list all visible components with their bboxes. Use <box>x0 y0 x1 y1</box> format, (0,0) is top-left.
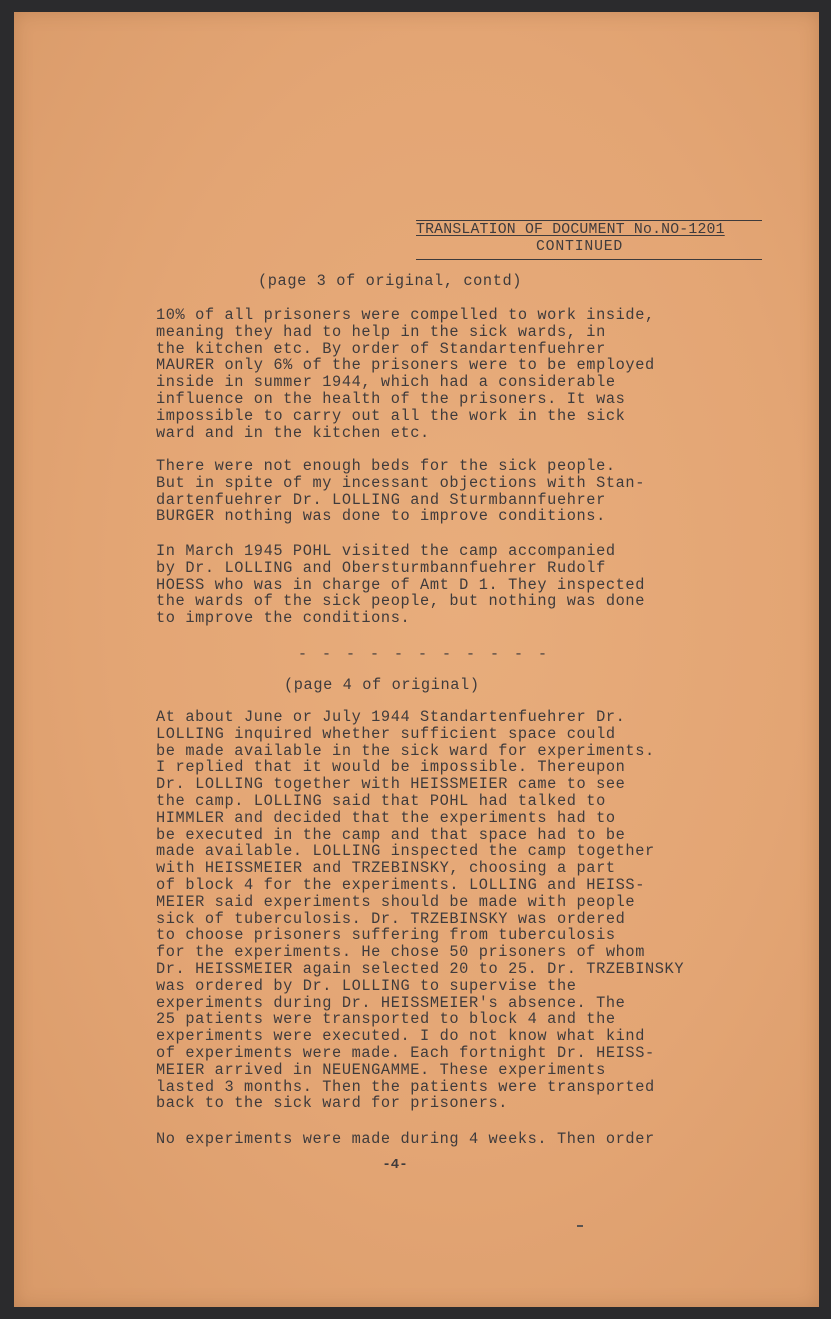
para4-line: MEIER arrived in NEUENGAMME. These experiments <box>156 1060 606 1079</box>
para1-line: influence on the health of the prisoners. It was <box>156 390 626 408</box>
para4-line: MEIER said experiments should be made with people <box>156 892 636 911</box>
para4-line: Dr. HEISSMEIER again selected 20 to 25. Dr. TRZEBINSKY <box>156 960 685 978</box>
para5-line: No experiments were made during 4 weeks. Then order <box>156 1130 655 1148</box>
para2-line: There were not enough beds for the sick people. <box>156 457 616 475</box>
header-bottom-rule <box>416 259 762 260</box>
para4-line: made available. LOLLING inspected the camp together <box>156 842 655 861</box>
para4-line: of experiments were made. Each fortnight Dr. HEISS- <box>156 1044 655 1062</box>
section-heading-page3: (page 3 of original, contd) <box>258 272 523 290</box>
header-top-rule <box>416 220 762 221</box>
para4-line: be executed in the camp and that space had to be <box>156 825 626 844</box>
para3-line: to improve the conditions. <box>156 609 411 628</box>
para1-line: impossible to carry out all the work in the sick <box>156 406 626 425</box>
page-number: -4- <box>382 1157 408 1173</box>
para4-line: the camp. LOLLING said that POHL had talked to <box>156 792 606 810</box>
para4-line: of block 4 for the experiments. LOLLING and HEISS- <box>156 876 645 894</box>
para4-line: to choose prisoners suffering from tuberculosis <box>156 926 616 945</box>
para4-line: HIMMLER and decided that the experiments had to <box>156 808 616 827</box>
para4-line: sick of tuberculosis. Dr. TRZEBINSKY was ordered <box>156 909 626 928</box>
para4-line: be made available in the sick ward for experiments. <box>156 741 655 760</box>
header-title: TRANSLATION OF DOCUMENT No.NO-1201 <box>416 222 725 238</box>
para3-line: by Dr. LOLLING and Obersturmbannfuehrer Rudolf <box>156 558 606 577</box>
para4-line: I replied that it would be impossible. Thereupon <box>156 758 626 777</box>
para1-line: the kitchen etc. By order of Standartenfuehrer <box>156 339 606 358</box>
paper-mark <box>577 1225 583 1227</box>
section-heading-page4: (page 4 of original) <box>284 676 480 694</box>
para4-line: lasted 3 months. Then the patients were transported <box>156 1077 655 1096</box>
para1-line: inside in summer 1944, which had a considerable <box>156 373 616 392</box>
para2-line: BURGER nothing was done to improve conditions. <box>156 507 606 526</box>
para4-line: experiments were executed. I do not know what kind <box>156 1027 645 1046</box>
para3-line: HOESS who was in charge of Amt D 1. They inspected <box>156 575 645 594</box>
para3-line: the wards of the sick people, but nothing was done <box>156 592 645 611</box>
para1-line: ward and in the kitchen etc. <box>156 423 430 442</box>
para3-line: In March 1945 POHL visited the camp accompanied <box>156 542 616 560</box>
para4-line: LOLLING inquired whether sufficient space could <box>156 724 616 743</box>
para4-line: 25 patients were transported to block 4 and the <box>156 1010 616 1029</box>
para1-line: MAURER only 6% of the prisoners were to be employed <box>156 356 655 375</box>
section-separator: - - - - - - - - - - - <box>298 646 551 663</box>
para4-line: experiments during Dr. HEISSMEIER's absence. The <box>156 993 626 1012</box>
header-subtitle: CONTINUED <box>536 239 624 255</box>
para4-line: for the experiments. He chose 50 prisoners of whom <box>156 943 645 962</box>
para1-line: meaning they had to help in the sick wards, in <box>156 322 606 341</box>
para2-line: But in spite of my incessant objections with Stan- <box>156 473 645 492</box>
para4-line: back to the sick ward for prisoners. <box>156 1094 509 1113</box>
para4-line: with HEISSMEIER and TRZEBINSKY, choosing a part <box>156 859 616 878</box>
para4-line: Dr. LOLLING together with HEISSMEIER came to see <box>156 775 626 794</box>
para4-line: At about June or July 1944 Standartenfuehrer Dr. <box>156 708 626 726</box>
para2-line: dartenfuehrer Dr. LOLLING and Sturmbannfuehrer <box>156 490 606 509</box>
para1-line: 10% of all prisoners were compelled to work inside, <box>156 306 655 324</box>
para4-line: was ordered by Dr. LOLLING to supervise the <box>156 976 577 995</box>
